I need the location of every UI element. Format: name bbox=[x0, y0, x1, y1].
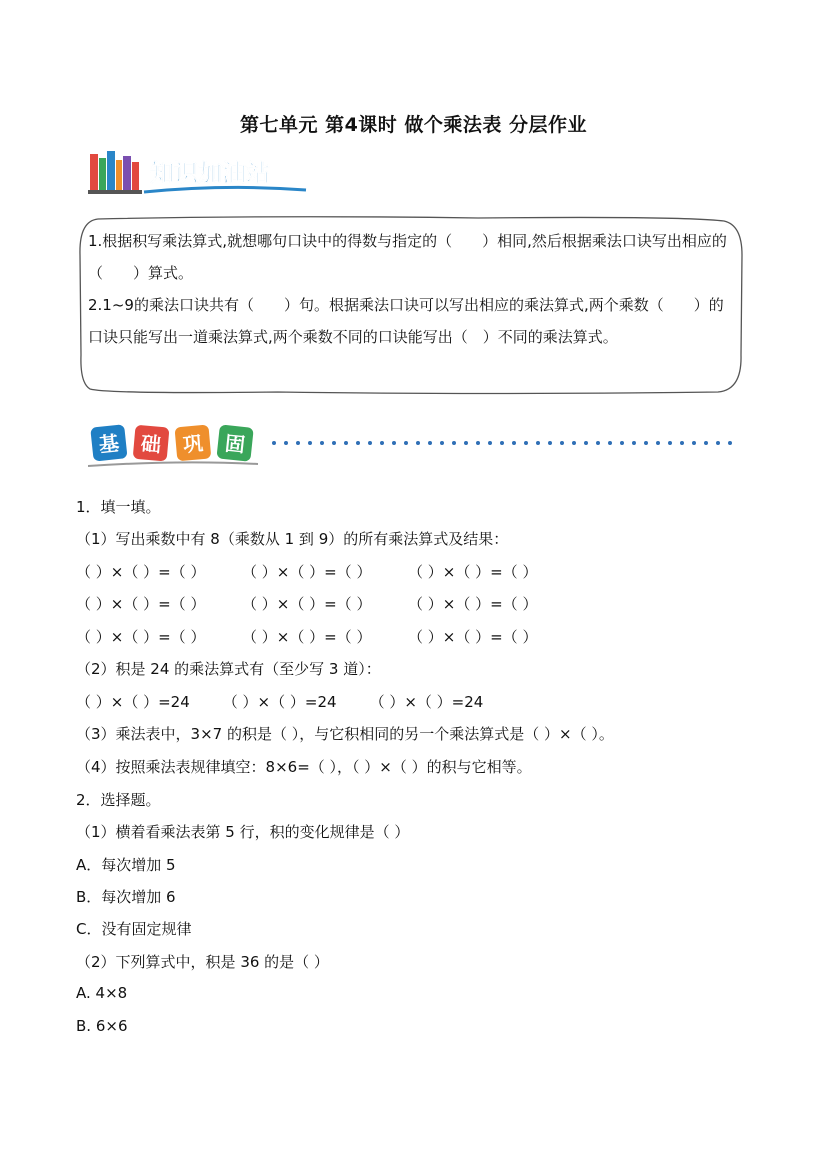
blank-equation[interactable]: （ ）×（ ）=（ ） bbox=[242, 595, 372, 613]
knowledge-station-banner bbox=[88, 148, 310, 198]
q1-blank24-row bbox=[76, 691, 512, 712]
blank-equation[interactable]: （ ）×（ ）=（ ） bbox=[408, 595, 538, 613]
q2-option-a1[interactable]: A．每次增加 5 bbox=[76, 856, 176, 874]
q1-sub4: （4）按照乘法表规律填空：8×6=（ ），（ ）×（ ）的积与它相等。 bbox=[76, 758, 532, 776]
q1-sub2: （2）积是 24 的乘法算式有（至少写 3 道）： bbox=[76, 660, 381, 678]
books-icon bbox=[88, 151, 142, 194]
q1-blank-row-2 bbox=[76, 593, 574, 614]
q1-blank-row-1 bbox=[76, 561, 574, 582]
blank-equation[interactable]: （ ）×（ ）=（ ） bbox=[242, 563, 372, 581]
blank-equation[interactable]: （ ）×（ ）=（ ） bbox=[408, 563, 538, 581]
tile-char-4: 固 bbox=[223, 431, 247, 458]
blank-equation[interactable]: （ ）×（ ）=（ ） bbox=[76, 628, 206, 646]
dotted-divider bbox=[272, 441, 732, 445]
q1-sub3: （3）乘法表中，3×7 的积是（ ），与它积相同的另一个乘法算式是（ ）×（ ）。 bbox=[76, 725, 614, 743]
q1-sub1: （1）写出乘数中有 8（乘数从 1 到 9）的所有乘法算式及结果： bbox=[76, 530, 509, 548]
q2-sub2: （2）下列算式中，积是 36 的是（ ） bbox=[76, 953, 329, 971]
blank-equation[interactable]: （ ）×（ ）=（ ） bbox=[408, 628, 538, 646]
tile-char-2: 础 bbox=[139, 431, 163, 457]
q1-blank-row-3 bbox=[76, 626, 574, 647]
knowledge-point-1: 1.根据积写乘法算式,就想哪句口诀中的得数与指定的（ ）相同,然后根据乘法口诀写出相应的（ ）算式。 bbox=[88, 232, 727, 282]
tile-char-3: 巩 bbox=[181, 431, 205, 457]
q2-option-a2[interactable]: A. 4×8 bbox=[76, 984, 128, 1002]
blank-equation-24[interactable]: （ ）×（ ）=24 bbox=[76, 693, 190, 711]
knowledge-box bbox=[78, 215, 744, 395]
q2-sub1: （1）横着看乘法表第 5 行，积的变化规律是（ ） bbox=[76, 823, 410, 841]
basic-consolidation-banner bbox=[88, 420, 748, 472]
q2-option-c1[interactable]: C．没有固定规律 bbox=[76, 920, 192, 938]
q2-option-b1[interactable]: B．每次增加 6 bbox=[76, 888, 176, 906]
blank-equation[interactable]: （ ）×（ ）=（ ） bbox=[76, 563, 206, 581]
blank-equation-24[interactable]: （ ）×（ ）=24 bbox=[369, 693, 484, 711]
tile-char-1: 基 bbox=[97, 430, 121, 457]
knowledge-station-label: 知识加油站 bbox=[150, 159, 270, 187]
q2-option-b2[interactable]: B. 6×6 bbox=[76, 1017, 128, 1035]
blank-equation-24[interactable]: （ ）×（ ）=24 bbox=[222, 693, 337, 711]
knowledge-point-2: 2.1~9的乘法口诀共有（ ）句。根据乘法口诀可以写出相应的乘法算式,两个乘数（ ）的口诀只能写出一道乘法算式,两个乘数不同的口诀能写出（ ）不同的乘法算式。 bbox=[88, 296, 724, 346]
blank-equation[interactable]: （ ）×（ ）=（ ） bbox=[242, 628, 372, 646]
page-title: 第七单元 第4课时 做个乘法表 分层作业 bbox=[239, 114, 588, 136]
q1-heading: 1．填一填。 bbox=[76, 498, 161, 516]
blank-equation[interactable]: （ ）×（ ）=（ ） bbox=[76, 595, 206, 613]
q2-heading: 2．选择题。 bbox=[76, 791, 161, 809]
